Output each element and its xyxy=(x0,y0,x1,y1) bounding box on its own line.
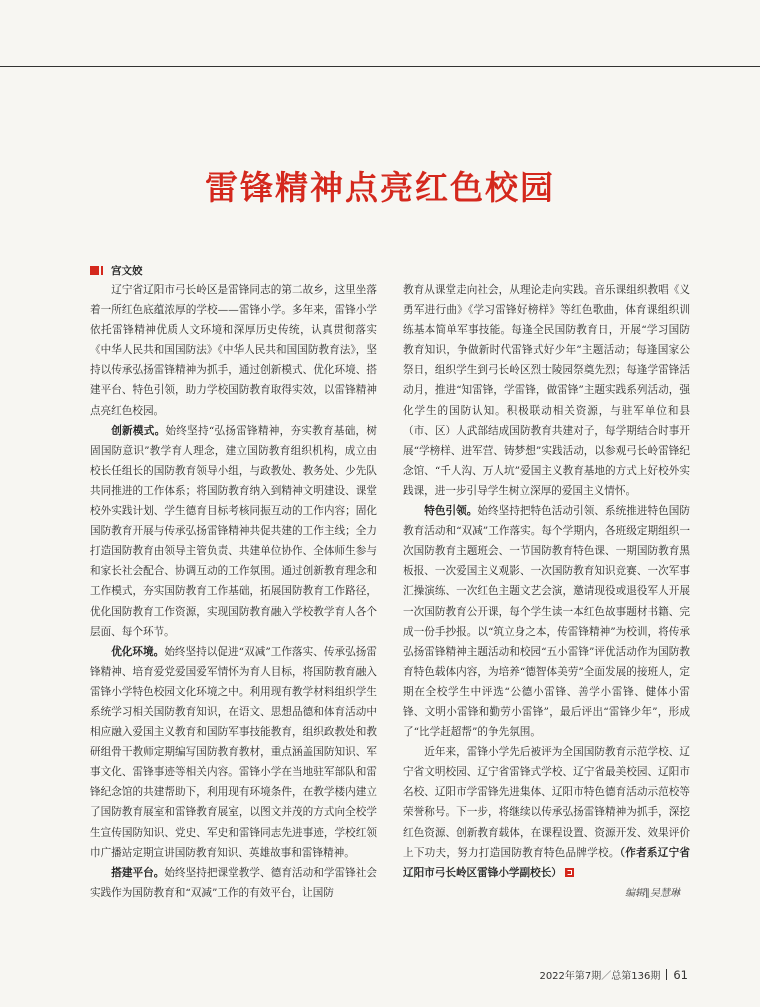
page-number: 61 xyxy=(673,967,688,982)
footer-divider xyxy=(666,969,667,980)
section-lead-feature: 特色引领。 xyxy=(424,505,478,518)
right-column xyxy=(403,280,690,883)
paragraph-platform-text: 始终坚持把课堂教学、德育活动和学雷锋社会实践作为国防教育和“双减”工作的有效平台，让国防 xyxy=(90,866,377,899)
section-lead-environment: 优化环境。 xyxy=(111,645,165,658)
paragraph-platform xyxy=(90,863,377,903)
left-column xyxy=(90,280,377,903)
paragraph-feature xyxy=(403,501,690,742)
paragraph-innovation xyxy=(90,421,377,642)
paragraph-feature-text: 始终坚持把特色活动引领、系统推进特色国防教育活动和“双减”工作落实。每个学期内，各班级定期组织一次国防教育主题班会、一节国防教育特色课、一期国防教育黑板报、一次爱国主义观影、一次国防教育知识竞赛、一次军事汇操演练、一次红色主题文艺会演，邀请现役或退役军人开展一次国防教育公开课，每个学生读一本红色故事题材书籍、完成一份手抄报。以“筑立身之本，传雷锋精神”为校训，将传承弘扬雷锋精神主题活动和校园“五小雷锋”评优活动作为国防教育特色载体内容，为培养“德智体美劳”全面发展的接班人，定期在全校学生中评选“公德小雷锋、善学小雷锋、健体小雷锋、文明小雷锋和勤劳小雷锋”，最后评出“雷锋少年”，形成了“比学赶超帮”的争先氛围。 xyxy=(403,505,690,739)
page-footer xyxy=(539,967,688,982)
paragraph-platform-continued: 教育从课堂走向社会，从理论走向实践。音乐课组织教唱《义勇军进行曲》《学习雷锋好榜样》等红色歌曲，体育课组织训练基本简单军事技能。每逢全民国防教育日，开展“学习国防教育知识，争做新时代雷锋式好少年”主题活动；每逢国家公祭日，组织学生到弓长岭区烈士陵园祭奠先烈；每逢学雷锋活动月，推进“知雷锋，学雷锋，做雷锋”主题实践系列活动，强化学生的国防认知。积极联动相关资源，与驻军单位和县（市、区）人武部结成国防教育共建对子，每学期结合时事开展“学榜样、进军营、铸梦想”实践活动，以参观弓长岭雷锋纪念馆、“千人沟、万人坑”爱国主义教育基地的方式上好校外实践课，进一步引导学生树立深厚的爱国主义情怀。 xyxy=(403,284,690,497)
paragraph-conclusion xyxy=(403,742,690,883)
editor-credit: 编辑∥吴慧琳 xyxy=(625,888,680,899)
paragraph-innovation-text: 始终坚持“弘扬雷锋精神，夯实教育基础，树固国防意识”教学育人理念，建立国防教育组织机构，成立由校长任组长的国防教育领导小组，与政教处、教务处、少先队共同推进的工作体系；将国防教育纳入到精神文明建设、课堂校外实践计划、学生德育目标考核同振互动的工作内容；固化国防教育开展与传承弘扬雷锋精神共促共建的工作主线；全力打造国防教育由领导主管负责、共建单位协作、全体师生参与和家长社会配合、协调互动的工作氛围。通过创新教育理念和工作模式，夯实国防教育工作基础，拓展国防教育工作路径，优化国防教育工作资源，实现国防教育融入学校教学育人各个层面、每个环节。 xyxy=(90,424,377,638)
issue-info: 2022年第7期／总第136期 xyxy=(539,971,661,982)
author-line xyxy=(90,263,143,278)
author-name: 宫文姣 xyxy=(111,265,143,277)
end-mark-icon xyxy=(565,868,574,877)
author-byline: （作者系辽宁省辽阳市弓长岭区雷锋小学副校长） xyxy=(403,846,691,879)
section-lead-innovation: 创新模式。 xyxy=(111,424,166,437)
paragraph-environment xyxy=(90,642,377,863)
top-rule xyxy=(0,66,760,67)
paragraph-intro: 辽宁省辽阳市弓长岭区是雷锋同志的第二故乡，这里坐落着一所红色底蕴浓厚的学校——雷锋小学。多年来，雷锋小学依托雷锋精神优质人文环境和深厚历史传统，认真贯彻落实《中华人民共和国国防法》《中华人民共和国国防教育法》，坚持以传承弘扬雷锋精神为抓手，通过创新模式、优化环境、搭建平台、特色引领，助力学校国防教育取得实效，以雷锋精神点亮红色校园。 xyxy=(90,284,377,417)
author-marker-icon xyxy=(90,266,99,275)
paragraph-environment-text: 始终坚持以促进“双减”工作落实、传承弘扬雷锋精神、培育爱党爱国爱军情怀为育人目标，将国防教育融入雷锋小学特色校园文化环境之中。利用现有教学材料组织学生系统学习相关国防教育知识，在语文、思想品德和体育活动中相应融入爱国主义教育和国防军事技能教育，组织政教处和教研组骨干教师定期编写国防教育教材，重点涵盖国防知识、军事文化、雷锋事迹等相关内容。雷锋小学在当地驻军部队和雷锋纪念馆的共建帮助下，利用现有环境条件，在教学楼内建立了国防教育展室和雷锋教育展室，以图文并茂的方式向全校学生宣传国防知识、党史、军史和雷锋同志先进事迹，学校红领巾广播站定期宣讲国防教育知识、英雄故事和雷锋精神。 xyxy=(90,645,377,859)
paragraph-conclusion-text: 近年来，雷锋小学先后被评为全国国防教育示范学校、辽宁省文明校园、辽宁省雷锋式学校、辽宁省最美校园、辽阳市名校、辽阳市学雷锋先进集体、辽阳市特色德育活动示范校等荣誉称号。下一步，将继续以传承弘扬雷锋精神为抓手，深挖红色资源、创新教育载体，在课程设置、资源开发、效果评价上下功夫，努力打造国防教育特色品牌学校。 xyxy=(403,746,690,859)
section-lead-platform: 搭建平台。 xyxy=(111,866,165,879)
article-title: 雷锋精神点亮红色校园 xyxy=(205,168,555,207)
